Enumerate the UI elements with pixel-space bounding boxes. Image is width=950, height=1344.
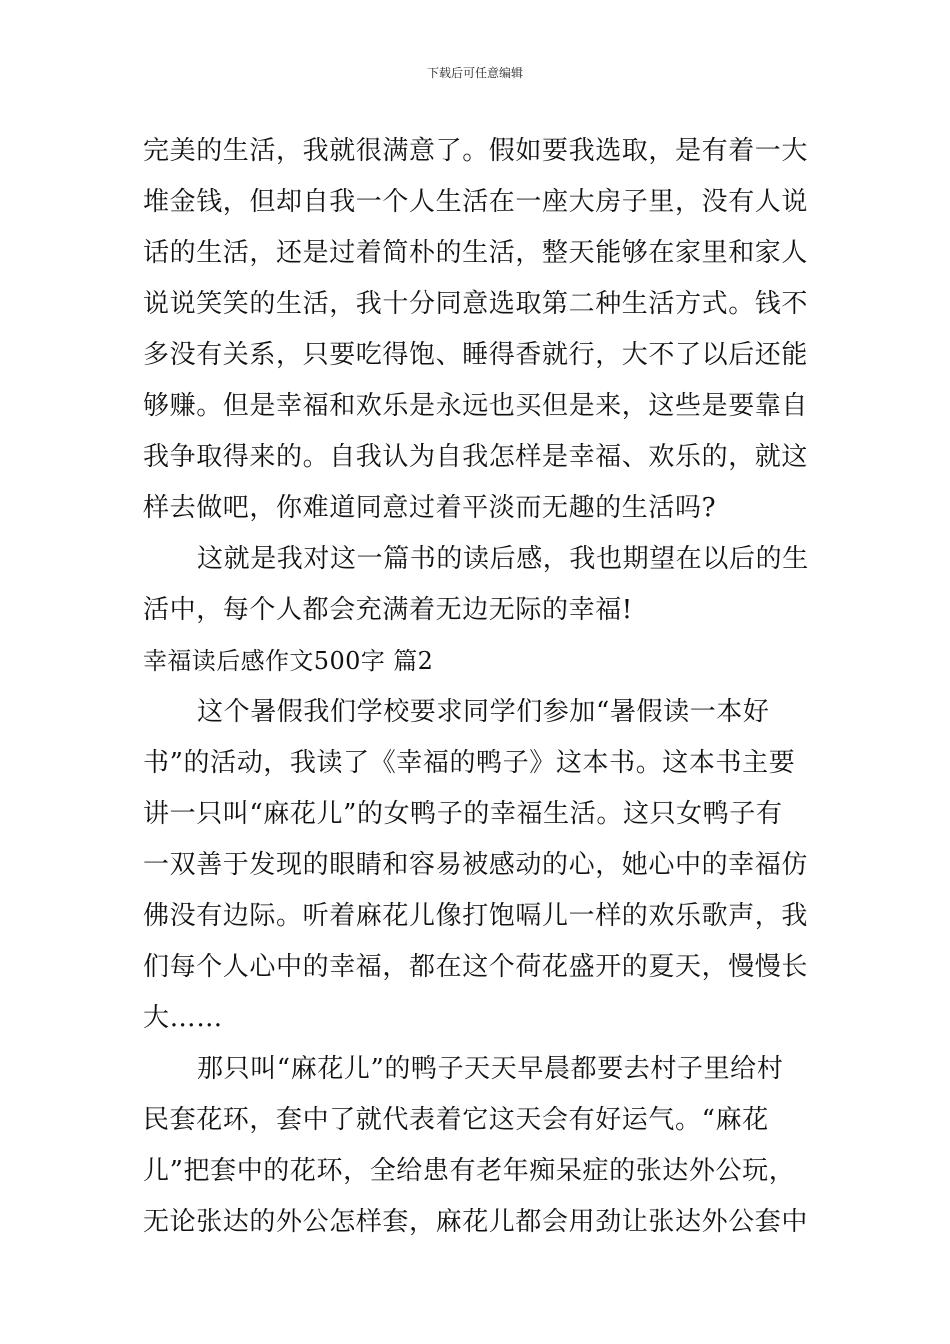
text-line: 样去做吧，你难道同意过着平淡而无趣的生活吗? bbox=[143, 493, 717, 523]
text-line: 民套花环，套中了就代表着它这天会有好运气。“麻花 bbox=[143, 1105, 769, 1135]
text-line: 多没有关系，只要吃得饱、睡得香就行，大不了以后还能 bbox=[143, 340, 809, 370]
text-line: 这个暑假我们学校要求同学们参加“暑假读一本好 bbox=[197, 697, 770, 727]
text-line: 佛没有边际。听着麻花儿像打饱嗝儿一样的欢乐歌声，我 bbox=[143, 901, 809, 931]
text-line: 活中，每个人都会充满着无边无际的幸福! bbox=[143, 595, 633, 625]
section-heading: 幸福读后感作文500字 篇2 bbox=[143, 647, 434, 675]
text-line: 完美的生活，我就很满意了。假如要我选取，是有着一大 bbox=[143, 136, 809, 166]
text-line: 一双善于发现的眼睛和容易被感动的心，她心中的幸福仿 bbox=[143, 850, 809, 880]
text-line: 够赚。但是幸福和欢乐是永远也买但是来，这些是要靠自 bbox=[143, 391, 809, 421]
text-line: 说说笑笑的生活，我十分同意选取第二种生活方式。钱不 bbox=[143, 289, 809, 319]
text-line: 儿”把套中的花环，全给患有老年痴呆症的张达外公玩， bbox=[143, 1156, 796, 1186]
text-line: 我争取得来的。自我认为自我怎样是幸福、欢乐的，就这 bbox=[143, 442, 809, 472]
document-body bbox=[143, 126, 811, 1248]
text-line: 无论张达的外公怎样套，麻花儿都会用劲让张达外公套中 bbox=[143, 1207, 809, 1237]
page-header: 下载后可任意编辑 bbox=[426, 66, 523, 80]
text-line: 这就是我对这一篇书的读后感，我也期望在以后的生 bbox=[197, 544, 809, 574]
text-line: 大…… bbox=[143, 1003, 223, 1033]
text-line: 那只叫“麻花儿”的鸭子天天早晨都要去村子里给村 bbox=[197, 1054, 784, 1084]
text-line: 话的生活，还是过着简朴的生活，整天能够在家里和家人 bbox=[143, 238, 809, 268]
text-line: 堆金钱，但却自我一个人生活在一座大房子里，没有人说 bbox=[143, 187, 809, 217]
text-line: 们每个人心中的幸福，都在这个荷花盛开的夏天，慢慢长 bbox=[143, 952, 809, 982]
text-line: 讲一只叫“麻花儿”的女鸭子的幸福生活。这只女鸭子有 bbox=[143, 799, 783, 829]
text-line: 书”的活动，我读了《幸福的鸭子》这本书。这本书主要 bbox=[143, 748, 796, 778]
